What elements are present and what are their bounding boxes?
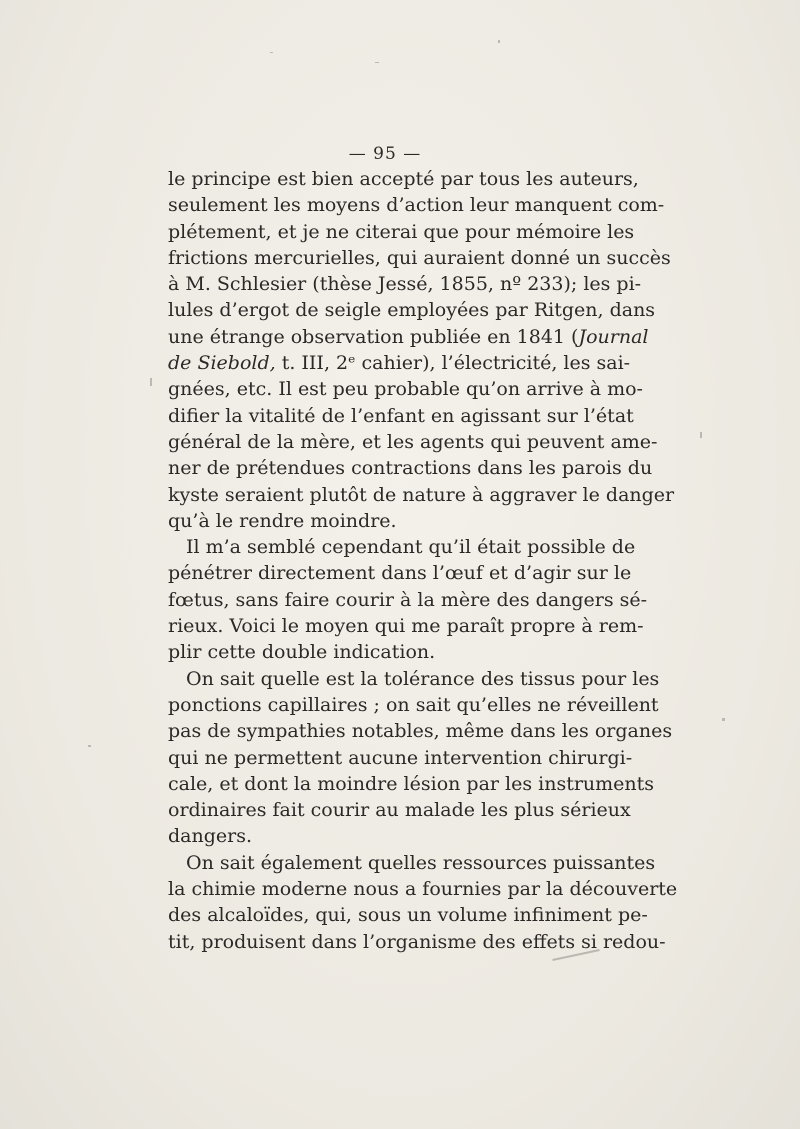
- text-line: qui ne permettent aucune intervention chirurgi-: [168, 746, 633, 769]
- text-segment: t. III, 2ᵉ cahier), l’électricité, les sai-: [275, 352, 631, 375]
- text-line: ordinaires fait courir au malade les plus sérieux: [168, 799, 631, 822]
- text-line: plir cette double indication.: [168, 641, 436, 664]
- paper-speck: [150, 378, 152, 386]
- text-line: fœtus, sans faire courir à la mère des dangers sé-: [168, 588, 648, 611]
- text-line: tit, produisent dans l’organisme des effets si redou-: [168, 930, 666, 953]
- paper-speck: [88, 745, 91, 747]
- paper-speck: [722, 718, 725, 721]
- text-line: frictions mercurielles, qui auraient donné un succès: [168, 246, 671, 269]
- paper-speck: [270, 52, 273, 53]
- text-line: lules d’ergot de seigle employées par Ritgen, dans: [168, 299, 656, 322]
- text-line: qu’à le rendre moindre.: [168, 509, 397, 532]
- paper-speck: [700, 432, 702, 438]
- text-line: rieux. Voici le moyen qui me paraît propre à rem-: [168, 615, 644, 638]
- text-line: pénétrer directement dans l’œuf et d’agir sur le: [168, 562, 632, 585]
- text-line: gnées, etc. Il est peu probable qu’on arrive à mo-: [168, 378, 643, 401]
- text-line: le principe est bien accepté par tous les auteurs,: [168, 168, 639, 190]
- body-text: [168, 166, 678, 955]
- text-line: la chimie moderne nous a fournies par la découverte: [168, 878, 678, 901]
- text-line: ner de prétendues contractions dans les parois du: [168, 457, 653, 480]
- journal-title: Journal: [578, 325, 649, 348]
- page-number: — 95 —: [348, 144, 422, 164]
- paragraph-start: On sait également quelles ressources puissantes: [186, 851, 656, 874]
- text-line: pas de sympathies notables, même dans les organes: [168, 720, 673, 743]
- text-line: à M. Schlesier (thèse Jessé, 1855, nº 233); les pi-: [168, 273, 642, 296]
- text-line: plétement, et je ne citerai que pour mémoire les: [168, 220, 635, 243]
- text-line: kyste seraient plutôt de nature à aggraver le danger: [168, 483, 675, 506]
- text-segment: une étrange observation publiée en 1841 (: [168, 325, 579, 348]
- text-line: général de la mère, et les agents qui peuvent ame-: [168, 430, 658, 453]
- journal-title-cont: de Siebold,: [168, 352, 276, 375]
- paper-speck: [375, 62, 379, 63]
- text-line: dangers.: [168, 825, 253, 848]
- text-line: ponctions capillaires ; on sait qu’elles ne réveillent: [168, 693, 659, 716]
- paragraph-start: Il m’a semblé cependant qu’il était possible de: [186, 536, 636, 559]
- text-line: difier la vitalité de l’enfant en agissant sur l’état: [168, 404, 634, 427]
- text-line: [168, 324, 649, 350]
- text-line: [168, 350, 631, 376]
- paper-speck: [498, 40, 500, 43]
- text-line: cale, et dont la moindre lésion par les instruments: [168, 772, 655, 795]
- paragraph-start: On sait quelle est la tolérance des tissus pour les: [186, 667, 660, 690]
- text-line: des alcaloïdes, qui, sous un volume infiniment pe-: [168, 904, 648, 927]
- text-line: seulement les moyens d’action leur manquent com-: [168, 194, 665, 217]
